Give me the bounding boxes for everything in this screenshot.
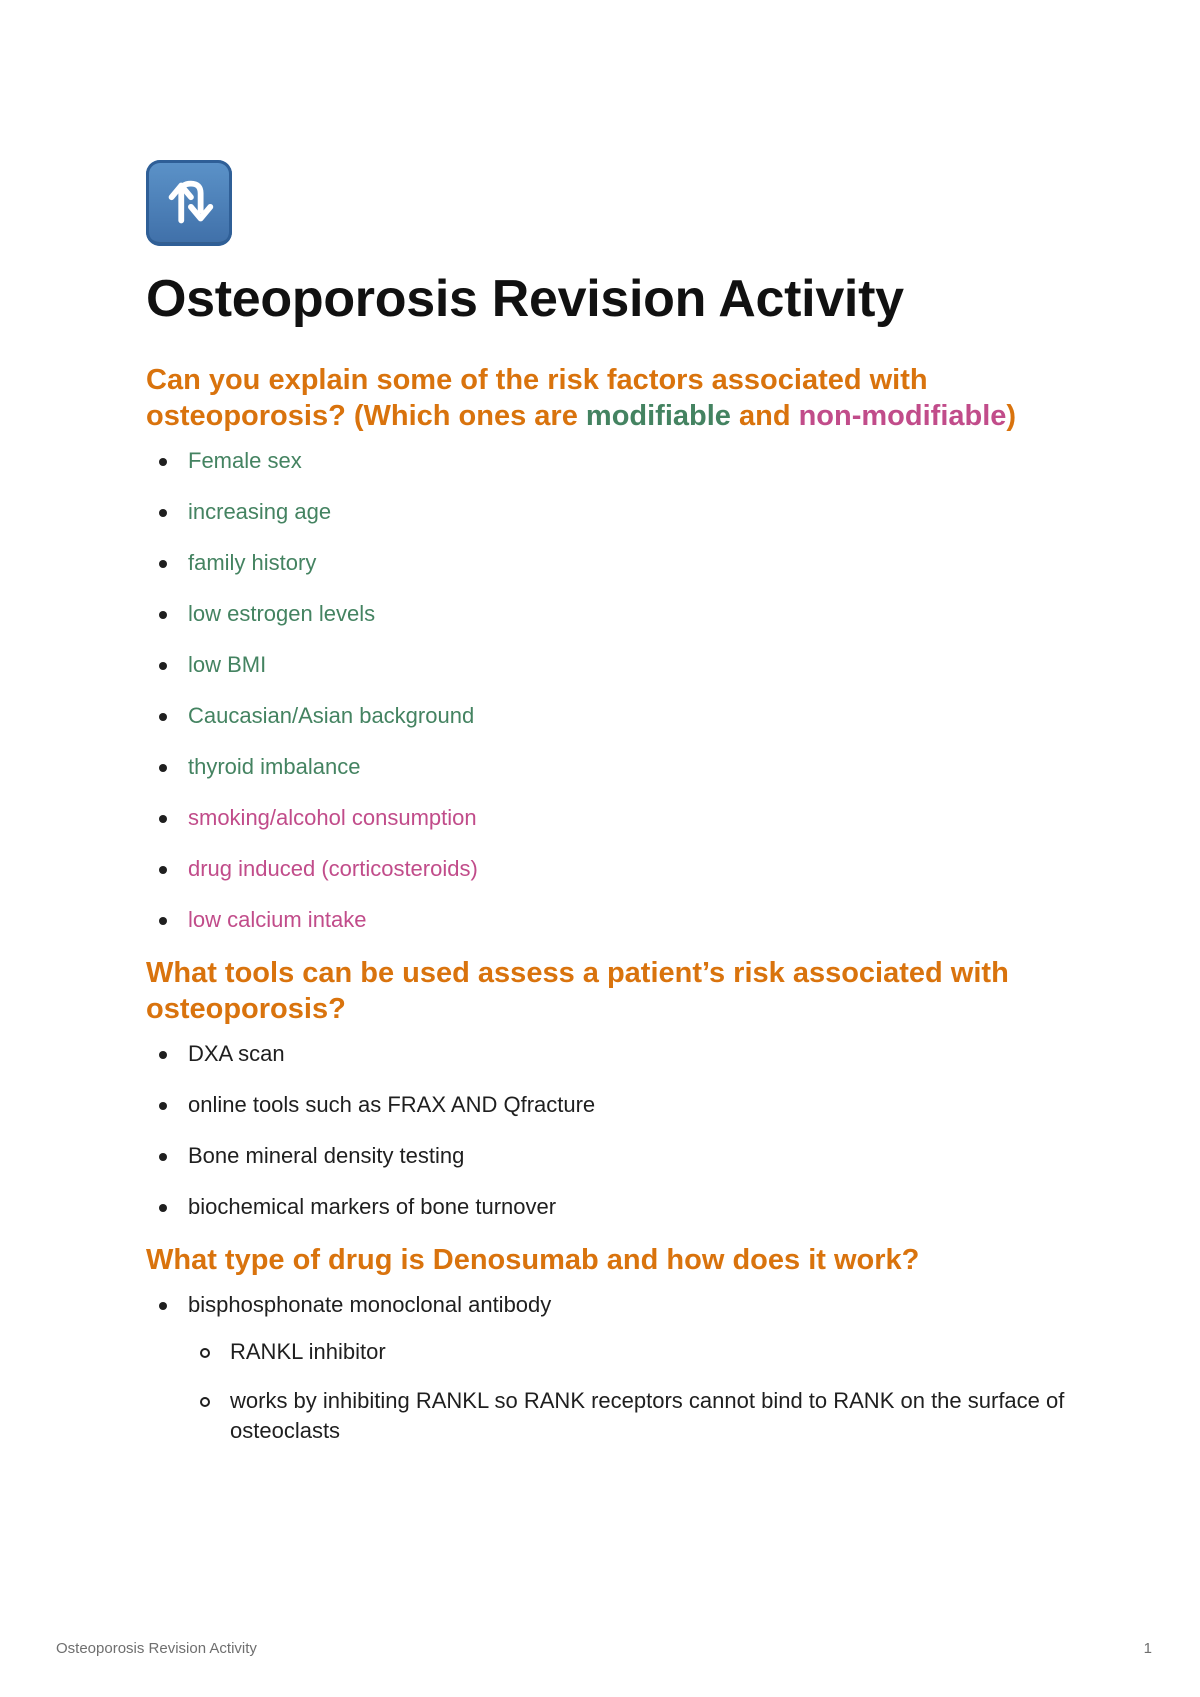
sub-list-item: works by inhibiting RANKL so RANK receptors cannot bind to RANK on the surface of osteoclasts	[188, 1386, 1076, 1446]
denosumab-sublist	[188, 1337, 1076, 1446]
heading-and: and	[730, 400, 799, 432]
list-item: smoking/alcohol consumption	[146, 803, 1076, 833]
list-item	[146, 1290, 1076, 1446]
document-page	[146, 160, 1076, 1446]
list-item: low BMI	[146, 650, 1076, 680]
risk-factor-list	[146, 446, 1076, 935]
section-heading-risk-factors	[146, 362, 1076, 434]
list-item: increasing age	[146, 497, 1076, 527]
list-item: low estrogen levels	[146, 599, 1076, 629]
section-heading-denosumab: What type of drug is Denosumab and how does it work?	[146, 1244, 920, 1276]
list-item: thyroid imbalance	[146, 752, 1076, 782]
heading-modifiable: modifiable	[585, 400, 731, 432]
footer-title: Osteoporosis Revision Activity	[56, 1640, 257, 1657]
sub-list-item: RANKL inhibitor	[188, 1337, 1076, 1367]
list-item: Bone mineral density testing	[146, 1141, 1076, 1171]
list-item: online tools such as FRAX AND Qfracture	[146, 1090, 1076, 1120]
list-item: low calcium intake	[146, 905, 1076, 935]
list-item: drug induced (corticosteroids)	[146, 854, 1076, 884]
heading-end: )	[1006, 400, 1017, 432]
list-item: DXA scan	[146, 1039, 1076, 1069]
denosumab-list	[146, 1290, 1076, 1446]
list-item: Caucasian/Asian background	[146, 701, 1076, 731]
page-title: Osteoporosis Revision Activity	[146, 270, 904, 328]
assessment-tools-list	[146, 1039, 1076, 1222]
list-item: family history	[146, 548, 1076, 578]
list-item-text: bisphosphonate monoclonal antibody	[188, 1292, 552, 1317]
footer-page-number: 1	[1143, 1640, 1152, 1657]
heading-non-modifiable: non-modifiable	[798, 400, 1007, 432]
repeat-arrows-icon	[146, 160, 232, 246]
list-item: Female sex	[146, 446, 1076, 476]
repeat-arrows-glyph	[158, 172, 220, 234]
heading-text: Can you explain some of the risk factors associated with osteoporosis? (Which ones are	[146, 364, 928, 432]
list-item: biochemical markers of bone turnover	[146, 1192, 1076, 1222]
section-heading-assessment-tools: What tools can be used assess a patient’s risk associated with osteoporosis?	[146, 957, 1009, 1025]
